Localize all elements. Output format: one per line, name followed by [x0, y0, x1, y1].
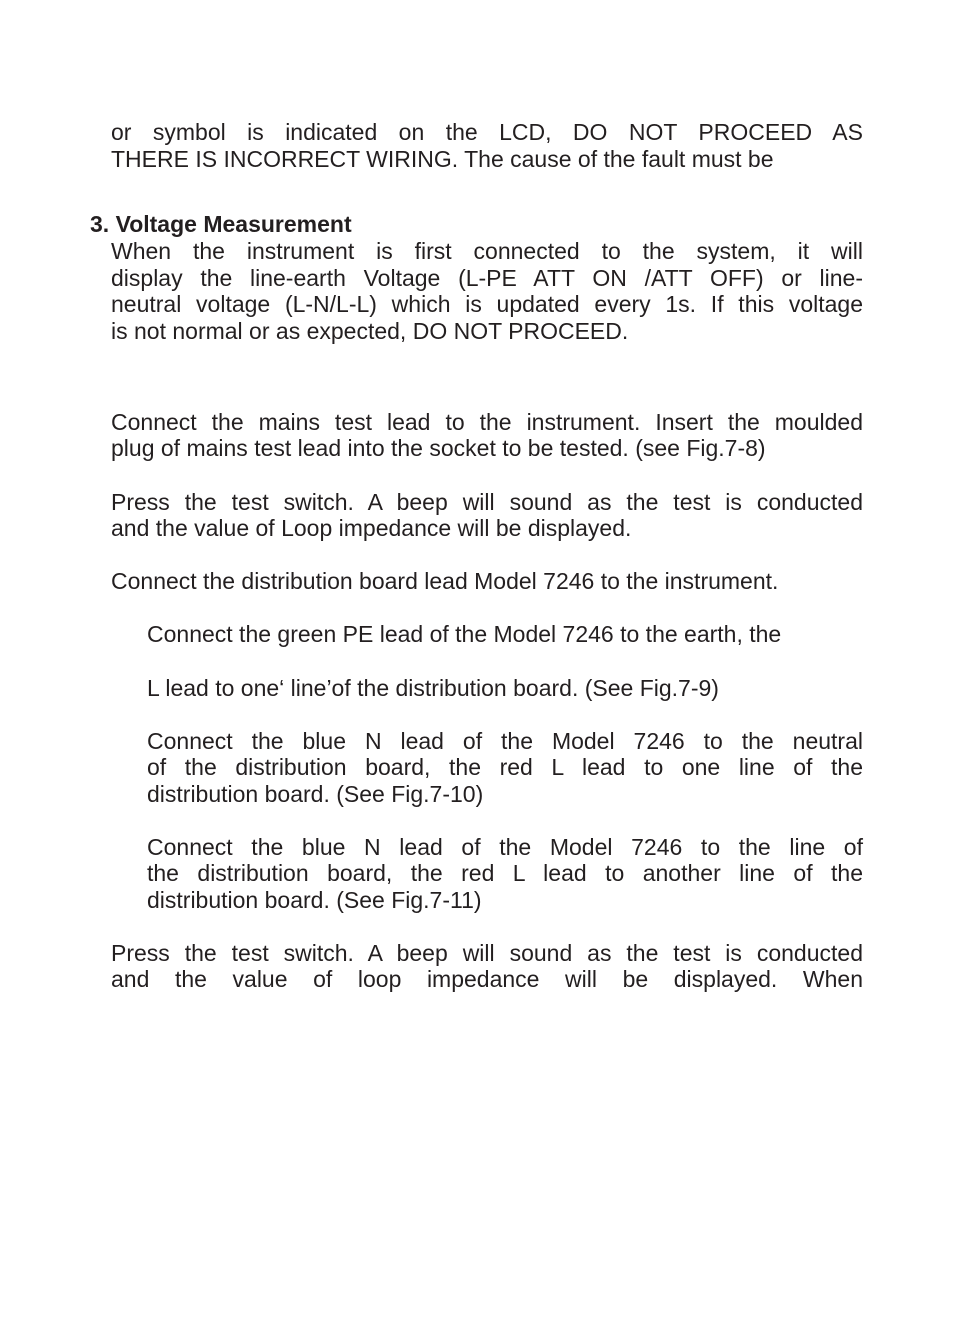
text-line: When the instrument is first connected to the system, it will [111, 238, 863, 264]
text-line: plug of mains test lead into the socket to be tested. (see Fig.7-8) [111, 435, 766, 461]
text-line: or symbol is indicated on the LCD, DO NOT PROCEED AS [111, 119, 863, 145]
text-line: is not normal or as expected, DO NOT PROCEED. [111, 318, 629, 344]
text-line: Connect the blue N lead of the Model 7246 to the neutral [147, 728, 863, 754]
text-line: neutral voltage (L-N/L-L) which is updated every 1s. If this voltage [111, 291, 863, 317]
text-line: of the distribution board, the red L lead to one line of the [147, 754, 863, 780]
text-line: and the value of Loop impedance will be displayed. [111, 515, 632, 541]
section-heading: 3. Voltage Measurement [90, 211, 352, 237]
text-line: Connect the blue N lead of the Model 7246 to the line of [147, 834, 863, 860]
text-line: THERE IS INCORRECT WIRING. The cause of the fault must be [111, 146, 774, 172]
text-line: display the line-earth Voltage (L-PE ATT ON /ATT OFF) or line- [111, 265, 863, 291]
text-line: Connect the green PE lead of the Model 7246 to the earth, the [147, 621, 782, 647]
text-line: L lead to one‘ line’of the distribution board. (See Fig.7-9) [147, 675, 719, 701]
text-line: distribution board. (See Fig.7-10) [147, 781, 484, 807]
text-line: Connect the distribution board lead Model 7246 to the instrument. [111, 568, 779, 594]
text-line: Press the test switch. A beep will sound as the test is conducted [111, 940, 863, 966]
text-line: Press the test switch. A beep will sound as the test is conducted [111, 489, 863, 515]
text-line: the distribution board, the red L lead to another line of the [147, 860, 863, 886]
text-line: and the value of loop impedance will be displayed. When [111, 966, 863, 992]
text-line: Connect the mains test lead to the instrument. Insert the moulded [111, 409, 863, 435]
text-line: distribution board. (See Fig.7-11) [147, 887, 482, 913]
